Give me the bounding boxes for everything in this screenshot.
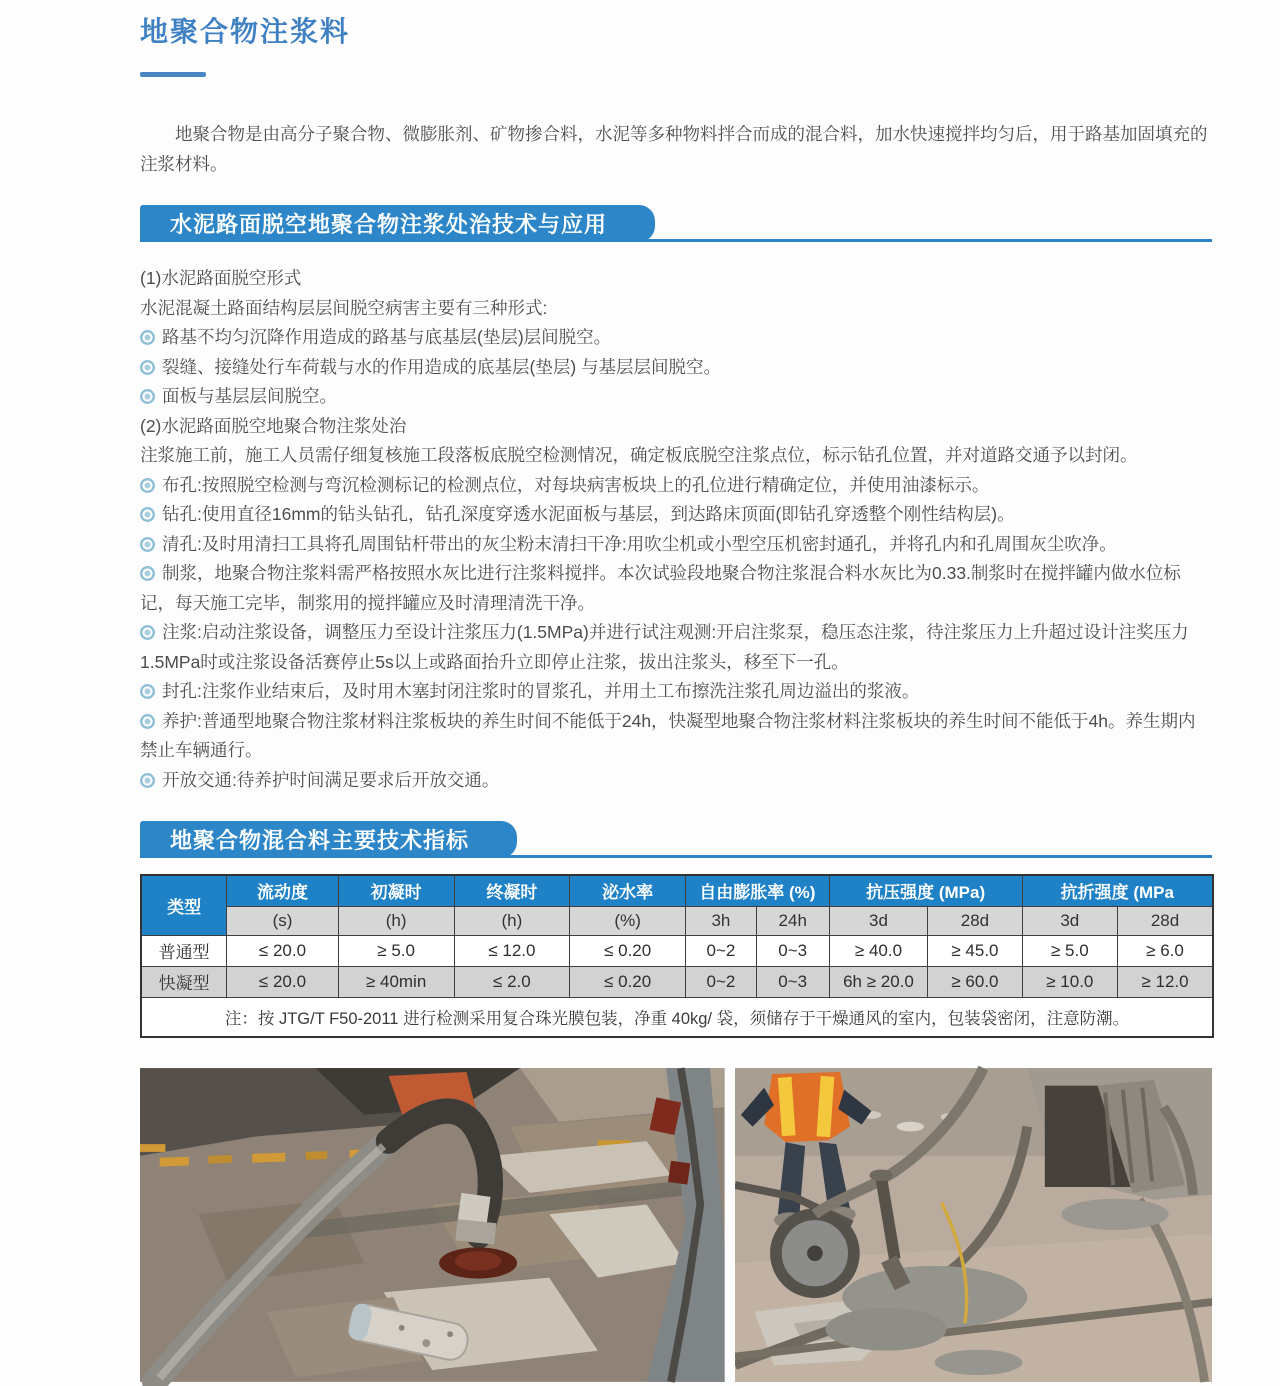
- table-row-ordinary: [141, 935, 1213, 966]
- page-title: 地聚合物注浆料: [140, 16, 351, 47]
- body-line: [140, 618, 1212, 677]
- body-line-text: 开放交通:待养护时间满足要求后开放交通。: [162, 769, 500, 790]
- col-header-fluidity: 流动度: [227, 875, 338, 906]
- bullet-ring-icon: [140, 360, 155, 375]
- bullet-ring-icon: [140, 566, 155, 581]
- bullet-ring-icon: [140, 389, 155, 404]
- value-cell: ≥ 5.0: [1022, 935, 1117, 966]
- col-header-final-set: 终凝时: [454, 875, 570, 906]
- value-cell: ≤ 0.20: [570, 966, 686, 997]
- bullet-ring-icon: [140, 714, 155, 729]
- body-line-text: 面板与基层层间脱空。: [162, 386, 337, 406]
- body-line: [140, 707, 1212, 766]
- row-type-cell: 快凝型: [141, 966, 227, 997]
- value-cell: ≥ 40min: [338, 966, 454, 997]
- body-line-text: 注浆施工前，施工人员需仔细复核施工段落板底脱空检测情况，确定板底脱空注浆点位，标示钻孔位置，并对道路交通予以封闭。: [140, 445, 1138, 465]
- body-line: [140, 441, 1212, 471]
- body-line-text: 水泥混凝土路面结构层层间脱空病害主要有三种形式:: [140, 297, 548, 318]
- bullet-ring-icon: [140, 684, 155, 699]
- col-header-free-expansion: 自由膨胀率 (%): [686, 875, 830, 906]
- body-line: [140, 323, 1212, 353]
- body-line: [140, 412, 1212, 442]
- bullet-ring-icon: [140, 537, 155, 552]
- body-line-text: 清孔:及时用清扫工具将孔周围钻杆带出的灰尘粉末清扫干净:用吹尘机或小型空压机密封通孔，并将孔内和孔周围灰尘吹净。: [162, 533, 1117, 554]
- bullet-ring-icon: [140, 625, 155, 640]
- value-cell: ≥ 6.0: [1118, 935, 1213, 966]
- section-banner-2: [140, 821, 1212, 858]
- body-line: [140, 559, 1212, 618]
- body-line: [140, 471, 1212, 501]
- table-note-row: [141, 997, 1213, 1037]
- unit-cell: (h): [454, 906, 570, 935]
- body-line: [140, 294, 1212, 324]
- section-banner-1-label: 水泥路面脱空地聚合物注浆处治技术与应用: [140, 205, 655, 242]
- value-cell: ≥ 5.0: [338, 935, 454, 966]
- value-cell: ≥ 12.0: [1118, 966, 1213, 997]
- col-header-bleeding: 泌水率: [570, 875, 686, 906]
- intro-paragraph: 地聚合物是由高分子聚合物、微膨胀剂、矿物掺合料，水泥等多种物料拌合而成的混合料，加水快速搅拌均匀后，用于路基加固填充的注浆材料。: [140, 124, 1208, 174]
- unit-cell: (s): [227, 906, 338, 935]
- value-cell: ≤ 20.0: [227, 935, 338, 966]
- body-line-text: 制浆，地聚合物注浆料需严格按照水灰比进行注浆料搅拌。本次试验段地聚合物注浆混合料水灰比为0.33.制浆时在搅拌罐内做水位标记，每天施工完毕，制浆用的搅拌罐应及时清理清洗干净。: [140, 563, 1181, 613]
- body-line-text: 布孔:按照脱空检测与弯沉检测标记的检测点位，对每块病害板块上的孔位进行精确定位，并使用油漆标示。: [162, 474, 990, 495]
- unit-cell: 28d: [928, 906, 1022, 935]
- section-1-body: [140, 264, 1212, 795]
- bullet-ring-icon: [140, 773, 155, 788]
- col-header-flexural: 抗折强度 (MPa: [1022, 875, 1213, 906]
- section-banner-1: [140, 205, 1212, 242]
- grouting-worksite-worker-photo: [735, 1064, 1212, 1386]
- value-cell: ≤ 20.0: [227, 966, 338, 997]
- body-line: [140, 766, 1212, 796]
- unit-cell: 3d: [1022, 906, 1117, 935]
- body-line: [140, 677, 1212, 707]
- photo-row: [140, 1064, 1212, 1386]
- body-line: [140, 353, 1212, 383]
- body-line-text: 路基不均匀沉降作用造成的路基与底基层(垫层)层间脱空。: [162, 327, 612, 347]
- col-header-initial-set: 初凝时: [338, 875, 454, 906]
- col-header-compressive: 抗压强度 (MPa): [829, 875, 1022, 906]
- value-cell: ≥ 45.0: [928, 935, 1022, 966]
- unit-cell: (h): [338, 906, 454, 935]
- value-cell: 0~3: [756, 966, 829, 997]
- table-row-rapid: [141, 966, 1213, 997]
- value-cell: ≥ 60.0: [928, 966, 1022, 997]
- value-cell: ≥ 40.0: [829, 935, 928, 966]
- body-line-text: 养护:普通型地聚合物注浆材料注浆板块的养生时间不能低于24h，快凝型地聚合物注浆材料注浆板块的养生时间不能低于4h。养生期内禁止车辆通行。: [140, 710, 1196, 760]
- bullet-ring-icon: [140, 478, 155, 493]
- bullet-ring-icon: [140, 507, 155, 522]
- body-line: [140, 530, 1212, 560]
- unit-cell: 3d: [829, 906, 928, 935]
- value-cell: ≥ 10.0: [1022, 966, 1117, 997]
- body-line: [140, 500, 1212, 530]
- grouting-hose-on-pavement-photo: [140, 1064, 725, 1386]
- value-cell: 0~2: [686, 966, 757, 997]
- value-cell: 6h ≥ 20.0: [829, 966, 928, 997]
- value-cell: ≤ 2.0: [454, 966, 570, 997]
- unit-cell: 24h: [756, 906, 829, 935]
- body-line: [140, 264, 1212, 294]
- unit-cell: 3h: [686, 906, 757, 935]
- value-cell: 0~2: [686, 935, 757, 966]
- col-header-type: 类型: [141, 875, 227, 935]
- spec-table: [140, 874, 1214, 1038]
- body-line-text: 裂缝、接缝处行车荷载与水的作用造成的底基层(垫层) 与基层层间脱空。: [162, 356, 722, 377]
- value-cell: ≤ 12.0: [454, 935, 570, 966]
- body-line-text: (1)水泥路面脱空形式: [140, 268, 302, 288]
- unit-cell: 28d: [1118, 906, 1213, 935]
- unit-cell: (%): [570, 906, 686, 935]
- body-line-text: 注浆:启动注浆设备，调整压力至设计注浆压力(1.5MPa)并进行试注观测:开启注浆泵，稳压态注浆，待注浆压力上升超过设计注奖压力1.5MPa时或注浆设备活赛停止5s以上或路面抬升立即停止注浆，拔出注浆头，移至下一孔。: [140, 622, 1189, 672]
- table-note: 注：按 JTG/T F50-2011 进行检测采用复合珠光膜包装，净重 40kg/ 袋，须储存于干燥通风的室内，包装袋密闭，注意防潮。: [141, 997, 1213, 1037]
- body-line-text: 封孔:注浆作业结束后，及时用木塞封闭注浆时的冒浆孔，并用土工布擦洗注浆孔周边溢出的浆液。: [162, 681, 920, 701]
- body-line-text: 钻孔:使用直径16mm的钻头钻孔，钻孔深度穿透水泥面板与基层，到达路床顶面(即钻孔穿透整个刚性结构层)。: [162, 504, 1015, 524]
- value-cell: 0~3: [756, 935, 829, 966]
- section-banner-2-label: 地聚合物混合料主要技术指标: [140, 821, 517, 858]
- value-cell: ≤ 0.20: [570, 935, 686, 966]
- body-line-text: (2)水泥路面脱空地聚合物注浆处治: [140, 415, 407, 436]
- body-line: [140, 382, 1212, 412]
- row-type-cell: 普通型: [141, 935, 227, 966]
- title-underline: [140, 72, 206, 77]
- bullet-ring-icon: [140, 330, 155, 345]
